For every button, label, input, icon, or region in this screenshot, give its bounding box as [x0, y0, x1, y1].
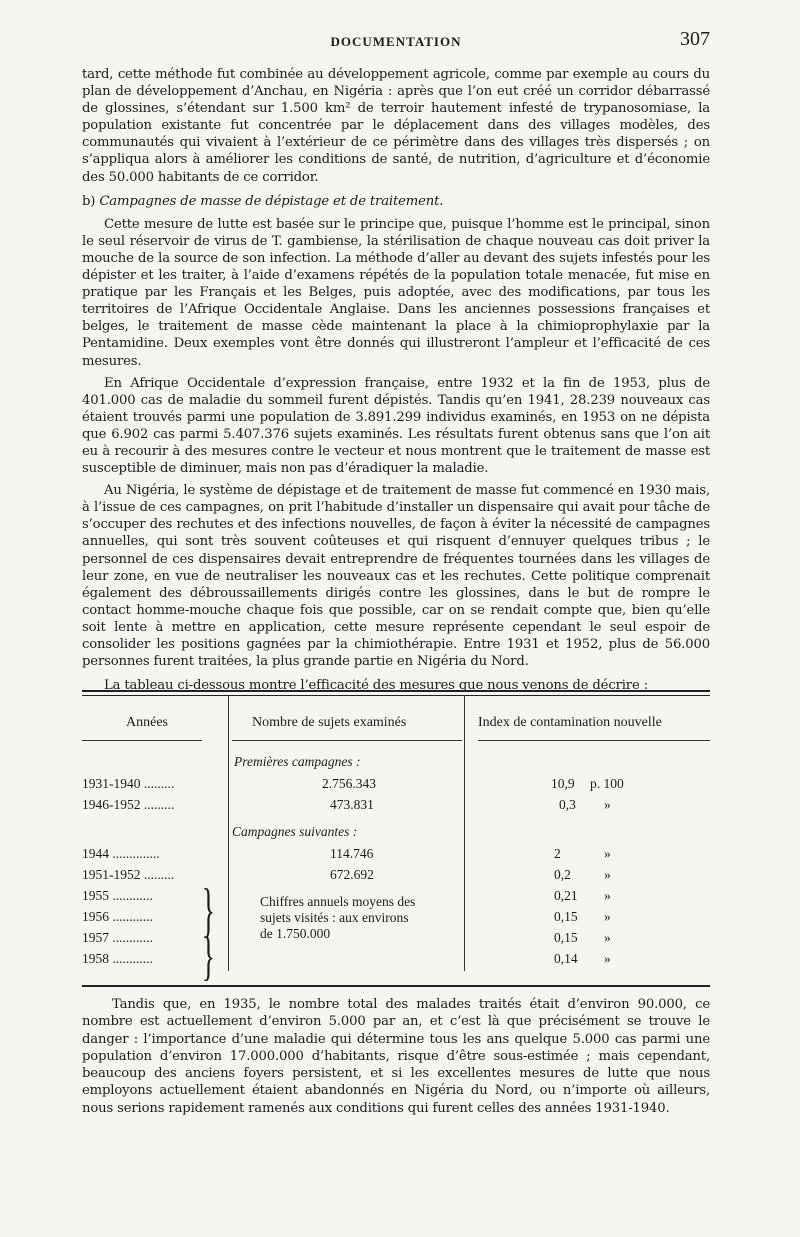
paragraph-4: Au Nigéria, le système de dépistage et de traitement de masse fut commencé en 1930 mais, à l’issue de ces campagnes, on prit l’habitude d’installer un dispensaire qui avait pour tâche de s’occuper des rechutes et des infections nouvelles, de façon à éviter la nécessité de campagnes annuelles, qui sont très souvent coûteuses et qui risquent d’ennuyer quelques tribus ; le personnel de ces dispensaires devait entreprendre de fréquentes tournées dans les villages de leur zone, en vue de neutraliser les nouveaux cas et les rechutes. Cette politique comprenait également des débroussaillements dirigés contre les glossines, dans le but de rompre le contact homme-mouche chaque fois que possible, car on se rendait compte que, bien qu’elle soit lente à mettre en application, cette mesure représente cependant le seul espoir de consolider les positions gagnées par la chimiothérapie. Entre 1931 et 1952, plus de 56.000 personnes furent traitées, la plus grande partie en Nigéria du Nord. [82, 483, 710, 670]
annual-note-line: Chiffres annuels moyens des [260, 894, 416, 909]
header-underline-index [478, 740, 710, 741]
section-title: Campagnes de masse de dépistage et de traitement. [99, 193, 444, 209]
table-row-year: 1957 ............ [82, 930, 153, 945]
page-header [82, 30, 710, 54]
table-row-examined: 473.831 [330, 797, 374, 812]
table-row-index: 0,15 [554, 909, 578, 924]
section-heading [82, 193, 710, 210]
table-row-index: 0,2 [554, 867, 571, 882]
header-index: Index de contamination nouvelle [478, 715, 662, 730]
paragraph-3: En Afrique Occidentale d’expression française, entre 1932 et la fin de 1953, plus de 401.000 cas de maladie du sommeil furent dépistés. Tandis qu’en 1941, 28.239 nouveaux cas étaient trouvés parmi une population de 3.891.299 individus examinés, en 1953 on ne dépista que 6.902 cas parmi 5.407.376 sujets examinés. Les résultats furent obtenus sans que l’on ait eu à recourir à des mesures contre le vecteur et nous montrent que le traitement de masse est susceptible de diminuer, mais non pas d’éradiquer la maladie. [82, 375, 710, 477]
table-header [82, 696, 710, 743]
table-row-year: 1956 ............ [82, 909, 153, 924]
header-years: Années [126, 715, 168, 730]
table-row-index: 0,14 [554, 951, 578, 966]
paragraph-5: La tableau ci-dessous montre l’efficacité des mesures que nous venons de décrire : [104, 678, 648, 694]
table-row-index: 2 [554, 846, 561, 861]
table-row-unit: » [604, 930, 611, 945]
table-row-examined: 2.756.343 [322, 776, 376, 791]
table-row-year: 1946-1952 ......... [82, 797, 175, 812]
table-row-unit: » [604, 797, 611, 812]
running-title: DOCUMENTATION [330, 34, 462, 49]
grouping-brace-lower: } [201, 926, 215, 986]
header-examined: Nombre de sujets examinés [252, 715, 407, 730]
paragraph-2: Cette mesure de lutte est basée sur le principe que, puisque l’homme est le principal, sinon le seul réservoir de virus de T. gambiense, la stérilisation de chaque nouveau cas doit priver la mouche de la source de son infection. La méthode d’aller au devant des sujets infestés pour les dépister et les traiter, à l’aide d’examens répétés de la population totale menacée, fut mise en pratique par les Français et les Belges, puis adoptée, avec des modifications, par tous les territoires de l’Afrique Occidentale Anglaise. Dans les anciennes possessions françaises et belges, le traitement de masse cède maintenant la place à la chimioprophylaxie par la Pentamidine. Deux exemples vont être donnés qui illustreront l’ampleur et l’efficacité de ces mesures. [82, 216, 710, 369]
page-number: 307 [680, 28, 710, 50]
table-row-year: 1944 .............. [82, 846, 160, 861]
annual-note-line: sujets visités : aux environs [260, 910, 409, 925]
group-label-first: Premières campagnes : [234, 754, 361, 769]
paragraph-1: tard, cette méthode fut combinée au développement agricole, comme par exemple au cours du plan de développement d’Anchau, en Nigéria : après que l’on eut créé un corridor débarrassé de glossines, s’étendant sur 1.500 km² de terroir hautement infesté de trypanosomiase, la population existante fut concentrée par le déplacement dans des villages modèles, des communautés qui vivaient à l’extérieur de ce périmètre dans des villages très dispersés ; on s’appliqua alors à améliorer les conditions de santé, de nutrition, d’agriculture et d’économie des 50.000 habitants de ce corridor. [82, 67, 710, 185]
table-row-examined: 672.692 [330, 867, 374, 882]
table-row-unit: » [604, 951, 611, 966]
header-underline-examined [232, 740, 462, 741]
grouping-brace: } [201, 877, 215, 943]
group-label-following: Campagnes suivantes : [232, 824, 358, 839]
table-top-rule-thick [82, 690, 710, 692]
table-row-examined: 114.746 [330, 846, 374, 861]
table-row-year: 1951-1952 ......... [82, 867, 175, 882]
table-bottom-rule [82, 985, 710, 987]
results-table [82, 690, 710, 986]
table-row-year: 1958 ............ [82, 951, 153, 966]
section-label: b) [82, 193, 96, 209]
header-underline-years [82, 740, 202, 741]
closing-text [82, 996, 710, 1117]
table-row-index: 10,9 [551, 776, 575, 791]
table-row-unit: » [604, 846, 611, 861]
paragraph-6: Tandis que, en 1935, le nombre total des malades traités était d’environ 90.000, ce nombre est actuellement d’environ 5.000 par an, et c’est là que précisément se trouve le danger : l’importance d’une maladie qui détermine tous les ans quelque 5.000 cas parmi une population d’environ 17.000.000 d’habitants, risque d’être sous-estimée ; mais cependant, beaucoup des anciens foyers persistent, et si les excellentes mesures de lutte que nous employons actuellement étaient abandonnés en Nigéria du Nord, ou n’importe où ailleurs, nous serions rapidement ramenés aux conditions qui furent celles des années 1931-1940. [82, 997, 710, 1116]
table-row-year: 1931-1940 ......... [82, 776, 175, 791]
table-row-unit: » [604, 888, 611, 903]
table-row-index: 0,3 [559, 797, 576, 812]
table-row-unit: » [604, 909, 611, 924]
table-row-unit: » [604, 867, 611, 882]
body-text [82, 66, 710, 694]
annual-note-line: de 1.750.000 [260, 926, 331, 941]
table-body [82, 748, 710, 986]
table-row-index: 0,15 [554, 930, 578, 945]
table-row-year: 1955 ............ [82, 888, 153, 903]
table-row-index: 0,21 [554, 888, 578, 903]
table-row-unit: p. 100 [590, 776, 624, 791]
